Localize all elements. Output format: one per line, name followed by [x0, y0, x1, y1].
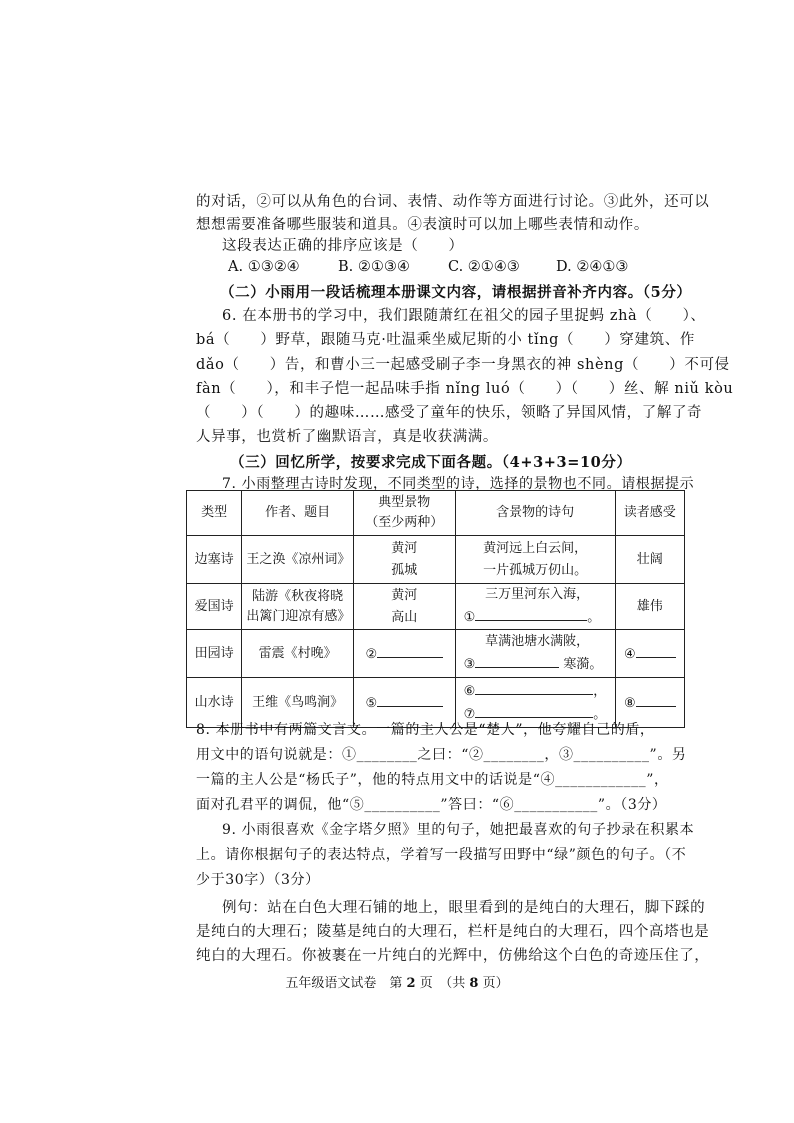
poem-line: 三万里河东入海，: [485, 587, 590, 602]
cell-feeling: 壮阔: [615, 536, 684, 584]
answer-blank[interactable]: [377, 692, 443, 707]
cell-scene: [354, 536, 456, 584]
scene-item: 孤城: [391, 562, 418, 578]
question-7: 7. 小雨整理古诗时发现，不同类型的诗，选择的景物也不同。请根据提示: [222, 476, 695, 492]
blank-number: ⑦: [463, 706, 476, 722]
question-9: 9. 小雨很喜欢《金字塔夕照》里的句子，她把最喜欢的句子抄录在积累本: [222, 822, 695, 838]
text-line: 8. 本册书中有两篇文言文。一篇的主人公是“楚人”，他夸耀自己的盾，: [196, 722, 655, 738]
page-footer: [0, 972, 794, 991]
footer-middle: 页 （共: [419, 976, 466, 991]
section-heading: （二）小雨用一段话梳理本册课文内容，请根据拼音补齐内容。（5分）: [220, 284, 692, 301]
cell-author: 雷震《村晚》: [242, 630, 354, 678]
blank-number: ⑥: [463, 683, 476, 699]
header-author: 作者、题目: [242, 491, 354, 536]
cell-lines: [455, 536, 615, 584]
text-line: 人异事，也赏析了幽默语言，真是收获满满。: [196, 429, 498, 445]
blank-number: ③: [463, 657, 476, 672]
text-line: 少于30字）（3分）: [196, 872, 320, 888]
text-line: dǎo（ ）告，和曹小三一起感受刷子李一身黑衣的神 shèng（ ）不可侵: [196, 357, 730, 373]
header-scene: [354, 491, 456, 536]
blank-number: ⑤: [365, 695, 378, 711]
choice-a: A. ①③②④: [228, 259, 300, 275]
blank-number: ⑧: [623, 695, 636, 711]
cell-author: 王之涣《凉州词》: [242, 536, 354, 584]
cell-type: 边塞诗: [187, 536, 242, 584]
header-scene-title: 典型景物: [378, 495, 431, 510]
scene-item: 黄河: [391, 540, 418, 556]
cell-author: 陆游《秋夜将晓出篱门迎凉有感》: [242, 584, 354, 630]
poem-line: 黄河远上白云间，: [483, 540, 588, 556]
answer-blank[interactable]: [636, 692, 676, 707]
cell-lines: [455, 630, 615, 678]
blank-number: ①: [463, 610, 476, 625]
cell-author: 王维《鸟鸣涧》: [242, 678, 354, 728]
header-feeling: 读者感受: [615, 491, 684, 536]
choice-b: B. ②①③④: [338, 259, 410, 275]
answer-blank[interactable]: [475, 680, 593, 695]
poem-line-tail: 寒漪。: [563, 657, 603, 672]
poem-line-blank: [464, 653, 611, 676]
table-row: [187, 630, 685, 678]
poem-line-blank: ⑥ ，: [464, 680, 611, 703]
text-line: 想想需要准备哪些服装和道具。④表演时可以加上哪些表情和动作。: [196, 217, 649, 233]
poem-line-blank: ⑦ 。: [464, 703, 611, 726]
cell-lines: [455, 584, 615, 630]
header-scene-note: （至少两种）: [365, 515, 444, 530]
header-type: 类型: [187, 491, 242, 536]
example-sentence: 例句：站在白色大理石铺的地上，眼里看到的是纯白的大理石，脚下踩的: [222, 900, 706, 916]
footer-prefix: 五年级语文试卷 第: [285, 976, 403, 991]
text-line: 纯白的大理石。你被裹在一片纯白的光辉中，仿佛给这个白色的奇迹压住了，: [196, 948, 710, 964]
answer-blank[interactable]: [475, 606, 587, 621]
scene-item: 高山: [391, 609, 418, 625]
blank-number: ②: [365, 646, 378, 662]
text-line: 一篇的主人公是“杨氏子”，他的特点用文中的话说是“④____________”，: [196, 772, 669, 788]
header-lines: 含景物的诗句: [455, 491, 615, 536]
cell-feeling: 雄伟: [615, 584, 684, 630]
section-heading: （三）回忆所学，按要求完成下面各题。（4+3+3=10分）: [230, 454, 632, 471]
text-line: 是纯白的大理石；陵墓是纯白的大理石，栏杆是纯白的大理石，四个高塔也是: [196, 924, 710, 940]
text-line: （ ）（ ）的趣味……感受了童年的快乐，领略了异国风情，了解了奇: [196, 405, 703, 421]
question-prompt: 这段表达正确的排序应该是（ ）: [222, 238, 464, 254]
poem-line: 一片孤城万仞山。: [483, 562, 588, 578]
table-row: [187, 584, 685, 630]
text-line: 上。请你根据句子的表达特点，学着写一段描写田野中“绿”颜色的句子。（不: [196, 847, 687, 863]
cell-type: 山水诗: [187, 678, 242, 728]
poem-table: [186, 490, 685, 728]
cell-scene: [354, 584, 456, 630]
choice-c: C. ②①④③: [448, 259, 520, 275]
text-line: fàn（ ），和丰子恺一起品味手指 nǐng luó（ ）（ ）丝、解 niǔ kòu: [196, 381, 734, 397]
answer-blank[interactable]: [475, 703, 593, 718]
text-line: bá（ ）野草，跟随马克·吐温乘坐威尼斯的小 tǐng（ ）穿建筑、作: [196, 332, 695, 348]
text-line: 用文中的语句说就是：①________之曰：“②________，③__________”。另: [196, 747, 687, 763]
text-line: 的对话，②可以从角色的台词、表情、动作等方面进行讨论。③此外，还可以: [196, 194, 710, 210]
cell-scene: [354, 630, 456, 678]
footer-suffix: 页）: [482, 976, 509, 991]
cell-type: 爱国诗: [187, 584, 242, 630]
answer-blank[interactable]: [377, 643, 443, 658]
cell-feeling: [615, 630, 684, 678]
table-row: [187, 536, 685, 584]
total-pages: 8: [469, 976, 479, 991]
blank-number: ④: [623, 646, 636, 662]
answer-blank[interactable]: [475, 653, 559, 668]
scene-item: 黄河: [391, 587, 418, 603]
poem-line-blank: ① 。: [464, 606, 611, 629]
text-line: 面对孔君平的调侃，他“⑤__________”答曰：“⑥___________”。（3分）: [196, 797, 667, 813]
answer-blank[interactable]: [636, 643, 676, 658]
page-number: 2: [406, 976, 416, 991]
cell-type: 田园诗: [187, 630, 242, 678]
choice-d: D. ②④①③: [556, 259, 629, 275]
question-6: 6. 在本册书的学习中，我们跟随萧红在祖父的园子里捉蚂 zhà（ ）、: [222, 308, 706, 324]
poem-line: 草满池塘水满陂，: [485, 634, 590, 649]
